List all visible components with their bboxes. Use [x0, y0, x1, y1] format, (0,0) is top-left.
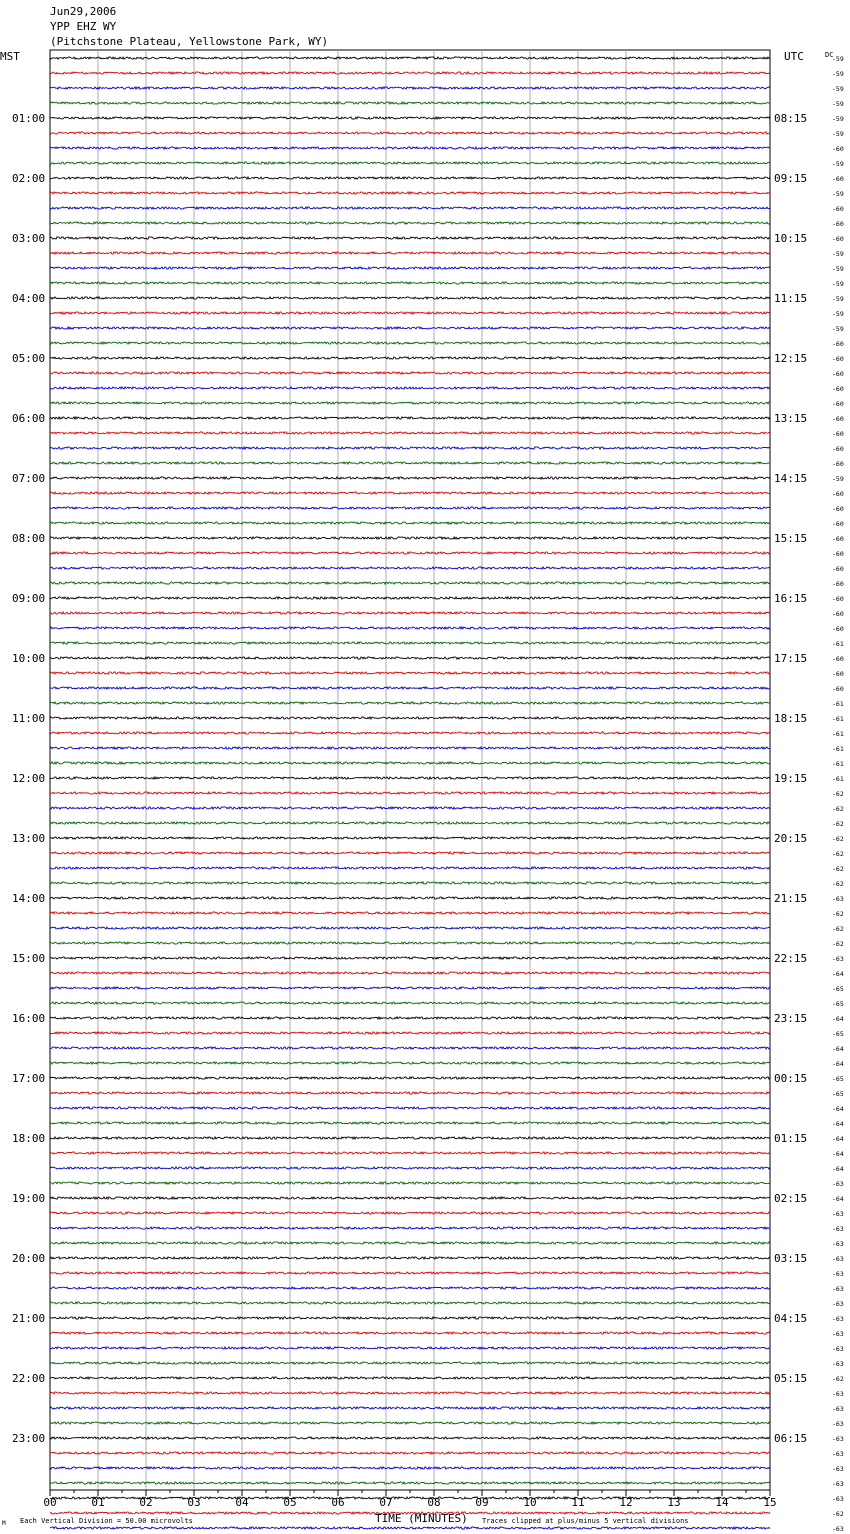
dc-offset-label: -63: [832, 895, 844, 903]
trace-row: [50, 612, 770, 614]
x-axis-tick-label: 07: [379, 1496, 393, 1509]
x-axis-tick-label: 12: [619, 1496, 633, 1509]
trace-row: [50, 1422, 770, 1424]
trace-row: [50, 747, 770, 749]
dc-offset-label: -63: [832, 1285, 844, 1293]
dc-offset-label: -64: [832, 1165, 844, 1173]
dc-offset-label: -63: [832, 1435, 844, 1443]
dc-offset-label: -60: [832, 145, 844, 153]
trace-row: [50, 1347, 770, 1349]
utc-hour-label: 09:15: [774, 172, 808, 185]
dc-offset-label: -62: [832, 835, 844, 843]
utc-hour-label: 20:15: [774, 832, 808, 845]
trace-row: [50, 852, 770, 854]
dc-offset-label: -60: [832, 625, 844, 633]
dc-offset-label: -63: [832, 1270, 844, 1278]
record-date: Jun29,2006: [50, 5, 117, 18]
x-axis-tick-label: 00: [43, 1496, 57, 1509]
dc-offset-label: -63: [832, 1345, 844, 1353]
trace-row: [50, 657, 770, 659]
dc-offset-label: -63: [832, 955, 844, 963]
dc-offset-label: -63: [832, 1450, 844, 1458]
utc-hour-label: 15:15: [774, 532, 808, 545]
dc-offset-label: -59: [832, 115, 844, 123]
trace-row: [50, 987, 770, 989]
trace-row: [50, 492, 770, 494]
dc-offset-label: -62: [832, 850, 844, 858]
trace-row: [50, 567, 770, 569]
dc-offset-label: -65: [832, 985, 844, 993]
dc-offset-label: -64: [832, 1195, 844, 1203]
mst-hour-label: 11:00: [12, 712, 46, 725]
corner-mark: M: [2, 1520, 6, 1527]
trace-row: [50, 252, 770, 254]
trace-row: [50, 792, 770, 794]
x-axis-tick-label: 13: [667, 1496, 681, 1509]
dc-offset-label: -63: [832, 1360, 844, 1368]
station-location: (Pitchstone Plateau, Yellowstone Park, WY): [50, 35, 329, 48]
dc-offset-label: -63: [832, 1465, 844, 1473]
trace-row: [50, 1377, 770, 1379]
dc-offset-label: -61: [832, 760, 844, 768]
trace-row: [50, 1407, 770, 1409]
dc-offset-label: -60: [832, 415, 844, 423]
mst-hour-label: 21:00: [12, 1312, 46, 1325]
trace-row: [50, 1017, 770, 1019]
dc-offset-label: -59: [832, 295, 844, 303]
mst-hour-label: 17:00: [12, 1072, 46, 1085]
dc-offset-label: -62: [832, 910, 844, 918]
dc-offset-label: -60: [832, 175, 844, 183]
dc-offset-label: -60: [832, 685, 844, 693]
trace-row: [50, 837, 770, 839]
trace-row: [50, 372, 770, 374]
dc-offset-label: -62: [832, 820, 844, 828]
mst-hour-label: 01:00: [12, 112, 46, 125]
trace-row: [50, 477, 770, 479]
dc-offset-label: -65: [832, 1090, 844, 1098]
trace-row: [50, 522, 770, 524]
dc-offset-label: -61: [832, 700, 844, 708]
dc-offset-label: -64: [832, 1105, 844, 1113]
dc-offset-label: -60: [832, 610, 844, 618]
dc-offset-label: -62: [832, 940, 844, 948]
trace-row: [50, 432, 770, 434]
trace-row: [50, 237, 770, 239]
dc-offset-label: -59: [832, 310, 844, 318]
trace-row: [50, 1002, 770, 1004]
mst-hour-label: 08:00: [12, 532, 46, 545]
trace-row: [50, 147, 770, 149]
trace-row: [50, 342, 770, 344]
dc-offset-label: -63: [832, 1420, 844, 1428]
dc-offset-label: -64: [832, 1120, 844, 1128]
trace-row: [50, 582, 770, 584]
trace-row: [50, 1317, 770, 1319]
x-axis-tick-label: 11: [571, 1496, 585, 1509]
trace-row: [50, 897, 770, 899]
trace-row: [50, 882, 770, 884]
dc-offset-label: -60: [832, 400, 844, 408]
trace-row: [50, 1167, 770, 1169]
dc-offset-label: -59: [832, 85, 844, 93]
dc-offset-label: -62: [832, 1510, 844, 1518]
utc-hour-label: 01:15: [774, 1132, 808, 1145]
grid: [50, 50, 770, 1496]
dc-offset-label: -64: [832, 1015, 844, 1023]
trace-row: [50, 1122, 770, 1124]
dc-offset-label: -60: [832, 655, 844, 663]
dc-offset-label: -63: [832, 1300, 844, 1308]
dc-offset-label: -63: [832, 1240, 844, 1248]
utc-hour-label: 11:15: [774, 292, 808, 305]
trace-row: [50, 357, 770, 359]
trace-row: [50, 132, 770, 134]
trace-row: [50, 1107, 770, 1109]
x-axis-tick-label: 09: [475, 1496, 489, 1509]
trace-row: [50, 222, 770, 224]
dc-offset-label: -63: [832, 1405, 844, 1413]
x-axis-tick-label: 06: [331, 1496, 345, 1509]
mst-hour-label: 02:00: [12, 172, 46, 185]
x-axis-tick-label: 04: [235, 1496, 249, 1509]
dc-offset-label: -59: [832, 325, 844, 333]
dc-offset-label: -62: [832, 1375, 844, 1383]
trace-row: [50, 1497, 770, 1499]
trace-row: [50, 207, 770, 209]
trace-row: [50, 1302, 770, 1304]
trace-row: [50, 1182, 770, 1184]
dc-offset-label: -60: [832, 445, 844, 453]
dc-offset-label: -62: [832, 865, 844, 873]
dc-offset-label: -59: [832, 70, 844, 78]
station-code: YPP EHZ WY: [50, 20, 117, 33]
dc-offset-label: -59: [832, 55, 844, 63]
dc-offset-label: -65: [832, 1075, 844, 1083]
dc-offset-label: -60: [832, 235, 844, 243]
dc-offset-label: -63: [832, 1210, 844, 1218]
trace-row: [50, 717, 770, 719]
mst-hour-label: 05:00: [12, 352, 46, 365]
utc-hour-label: 22:15: [774, 952, 808, 965]
dc-offset-label: -60: [832, 385, 844, 393]
trace-row: [50, 1032, 770, 1034]
dc-offset-label: -61: [832, 745, 844, 753]
dc-offset-label: -59: [832, 280, 844, 288]
mst-hour-label: 07:00: [12, 472, 46, 485]
trace-row: [50, 687, 770, 689]
x-axis-tick-label: 02: [139, 1496, 153, 1509]
traces: [50, 57, 770, 1534]
trace-row: [50, 1332, 770, 1334]
dc-offset-label: -60: [832, 205, 844, 213]
x-axis-tick-label: 05: [283, 1496, 297, 1509]
trace-row: [50, 117, 770, 119]
trace-row: [50, 507, 770, 509]
utc-hour-label: 19:15: [774, 772, 808, 785]
mst-hour-label: 04:00: [12, 292, 46, 305]
utc-hour-label: 02:15: [774, 1192, 808, 1205]
mst-hour-label: 12:00: [12, 772, 46, 785]
mst-hour-label: 14:00: [12, 892, 46, 905]
trace-row: [50, 1062, 770, 1064]
utc-hour-label: 08:15: [774, 112, 808, 125]
trace-row: [50, 1092, 770, 1094]
dc-offset-label: -62: [832, 925, 844, 933]
utc-hour-label: 12:15: [774, 352, 808, 365]
trace-row: [50, 402, 770, 404]
trace-row: [50, 297, 770, 299]
trace-row: [50, 162, 770, 164]
mst-hour-label: 23:00: [12, 1432, 46, 1445]
dc-offset-header: DC: [825, 51, 834, 59]
utc-hour-label: 21:15: [774, 892, 808, 905]
dc-offset-label: -61: [832, 640, 844, 648]
trace-row: [50, 702, 770, 704]
mst-hour-label: 03:00: [12, 232, 46, 245]
utc-hour-label: 00:15: [774, 1072, 808, 1085]
trace-row: [50, 1257, 770, 1259]
trace-row: [50, 777, 770, 779]
trace-row: [50, 552, 770, 554]
dc-offset-label: -63: [832, 1255, 844, 1263]
mst-hour-label: 09:00: [12, 592, 46, 605]
dc-offset-label: -64: [832, 970, 844, 978]
trace-row: [50, 57, 770, 59]
clip-note: Traces clipped at plus/minus 5 vertical divisions: [482, 1517, 689, 1525]
dc-offset-label: -60: [832, 535, 844, 543]
dc-offset-label: -60: [832, 670, 844, 678]
trace-row: [50, 192, 770, 194]
trace-row: [50, 627, 770, 629]
x-axis-tick-label: 15: [763, 1496, 777, 1509]
trace-row: [50, 762, 770, 764]
dc-offset-label: -60: [832, 520, 844, 528]
trace-row: [50, 1362, 770, 1364]
scale-note: Each Vertical Division = 50.00 microvolts: [20, 1517, 193, 1525]
right-axis-title: UTC: [784, 50, 804, 63]
trace-row: [50, 1437, 770, 1439]
dc-offset-label: -60: [832, 220, 844, 228]
trace-row: [50, 972, 770, 974]
trace-row: [50, 537, 770, 539]
trace-row: [50, 867, 770, 869]
x-axis-title: TIME (MINUTES): [375, 1512, 468, 1525]
utc-hour-label: 06:15: [774, 1432, 808, 1445]
utc-hour-label: 18:15: [774, 712, 808, 725]
trace-row: [50, 1452, 770, 1454]
trace-row: [50, 732, 770, 734]
dc-offset-label: -62: [832, 790, 844, 798]
trace-row: [50, 387, 770, 389]
trace-row: [50, 912, 770, 914]
trace-row: [50, 1287, 770, 1289]
dc-offset-label: -64: [832, 1150, 844, 1158]
dc-offset-label: -60: [832, 580, 844, 588]
left-axis-title: MST: [0, 50, 20, 63]
trace-row: [50, 417, 770, 419]
dc-offset-label: -63: [832, 1225, 844, 1233]
utc-hour-label: 04:15: [774, 1312, 808, 1325]
dc-offset-label: -60: [832, 490, 844, 498]
trace-row: [50, 72, 770, 74]
dc-offset-label: -60: [832, 595, 844, 603]
dc-offset-label: -59: [832, 160, 844, 168]
dc-offset-label: -59: [832, 130, 844, 138]
dc-offset-label: -63: [832, 1180, 844, 1188]
trace-row: [50, 1212, 770, 1214]
utc-hour-label: 10:15: [774, 232, 808, 245]
dc-offset-label: -60: [832, 355, 844, 363]
dc-offset-label: -64: [832, 1045, 844, 1053]
dc-offset-label: -59: [832, 265, 844, 273]
mst-hour-label: 06:00: [12, 412, 46, 425]
dc-offset-label: -60: [832, 505, 844, 513]
dc-offset-label: -60: [832, 340, 844, 348]
trace-row: [50, 327, 770, 329]
trace-row: [50, 642, 770, 644]
trace-row: [50, 1467, 770, 1469]
dc-offset-label: -61: [832, 775, 844, 783]
trace-row: [50, 672, 770, 674]
dc-offset-label: -63: [832, 1480, 844, 1488]
dc-offset-label: -59: [832, 190, 844, 198]
mst-hour-label: 13:00: [12, 832, 46, 845]
trace-row: [50, 1242, 770, 1244]
trace-row: [50, 1482, 770, 1484]
trace-row: [50, 1392, 770, 1394]
dc-offset-label: -62: [832, 805, 844, 813]
dc-offset-label: -65: [832, 1030, 844, 1038]
utc-hour-label: 16:15: [774, 592, 808, 605]
trace-row: [50, 1197, 770, 1199]
trace-row: [50, 1137, 770, 1139]
trace-row: [50, 807, 770, 809]
mst-hour-label: 22:00: [12, 1372, 46, 1385]
trace-row: [50, 282, 770, 284]
trace-row: [50, 447, 770, 449]
trace-row: [50, 87, 770, 89]
dc-offset-label: -63: [832, 1390, 844, 1398]
trace-row: [50, 1272, 770, 1274]
dc-offset-label: -65: [832, 1000, 844, 1008]
trace-row: [50, 1047, 770, 1049]
dc-offset-label: -59: [832, 475, 844, 483]
trace-row: [50, 312, 770, 314]
mst-hour-label: 20:00: [12, 1252, 46, 1265]
mst-hour-label: 15:00: [12, 952, 46, 965]
trace-row: [50, 927, 770, 929]
x-axis-tick-label: 08: [427, 1496, 441, 1509]
trace-row: [50, 822, 770, 824]
trace-row: [50, 1152, 770, 1154]
mst-hour-label: 16:00: [12, 1012, 46, 1025]
dc-offset-label: -60: [832, 430, 844, 438]
mst-hour-label: 19:00: [12, 1192, 46, 1205]
utc-hour-label: 03:15: [774, 1252, 808, 1265]
trace-row: [50, 177, 770, 179]
dc-offset-label: -61: [832, 715, 844, 723]
x-axis-tick-label: 10: [523, 1496, 537, 1509]
dc-offset-label: -63: [832, 1525, 844, 1533]
utc-hour-label: 13:15: [774, 412, 808, 425]
trace-row: [50, 942, 770, 944]
utc-hour-label: 14:15: [774, 472, 808, 485]
utc-hour-label: 05:15: [774, 1372, 808, 1385]
utc-hour-label: 17:15: [774, 652, 808, 665]
trace-row: [50, 267, 770, 269]
dc-offset-label: -60: [832, 565, 844, 573]
dc-offset-label: -59: [832, 250, 844, 258]
dc-offset-label: -59: [832, 100, 844, 108]
trace-row: [50, 1227, 770, 1229]
dc-offset-label: -63: [832, 1330, 844, 1338]
dc-offset-label: -60: [832, 460, 844, 468]
trace-row: [50, 1527, 770, 1529]
mst-hour-label: 18:00: [12, 1132, 46, 1145]
trace-row: [50, 102, 770, 104]
utc-hour-label: 23:15: [774, 1012, 808, 1025]
dc-offset-label: -61: [832, 730, 844, 738]
mst-hour-label: 10:00: [12, 652, 46, 665]
dc-offset-label: -60: [832, 550, 844, 558]
dc-offset-label: -64: [832, 1135, 844, 1143]
x-axis-tick-label: 01: [91, 1496, 105, 1509]
trace-row: [50, 1077, 770, 1079]
trace-row: [50, 957, 770, 959]
x-axis-tick-label: 14: [715, 1496, 729, 1509]
dc-offset-label: -62: [832, 880, 844, 888]
dc-offset-label: -60: [832, 370, 844, 378]
trace-row: [50, 462, 770, 464]
dc-offset-label: -63: [832, 1495, 844, 1503]
dc-offset-label: -64: [832, 1060, 844, 1068]
dc-offset-label: -63: [832, 1315, 844, 1323]
x-axis-tick-label: 03: [187, 1496, 201, 1509]
trace-row: [50, 597, 770, 599]
